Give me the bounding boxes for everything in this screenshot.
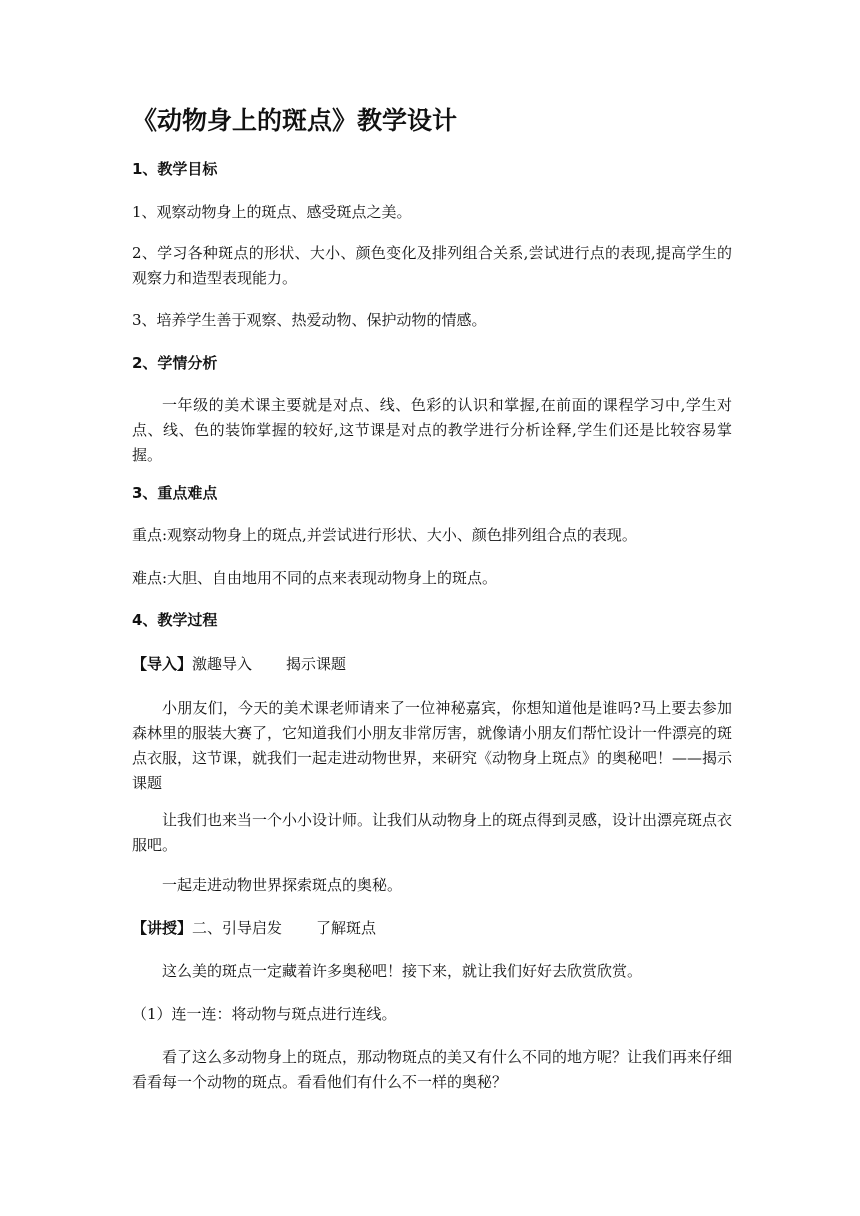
intro-title-1: 激趣导入 bbox=[192, 655, 253, 673]
intro-label: 【导入】 bbox=[132, 655, 193, 673]
key-point-item: 重点:观察动物身上的斑点,并尝试进行形状、大小、颜色排列组合点的表现。 bbox=[132, 526, 637, 544]
teach-line bbox=[132, 916, 732, 941]
intro-title-2: 揭示课题 bbox=[286, 655, 347, 673]
teach-title-1: 二、引导启发 bbox=[192, 919, 283, 937]
teach-paragraph-1: 这么美的斑点一定藏着许多奥秘吧！接下来，就让我们好好去欣赏欣赏。 bbox=[162, 962, 643, 980]
difficulty-item: 难点:大胆、自由地用不同的点来表现动物身上的斑点。 bbox=[132, 569, 498, 587]
teach-paragraph-3: 看了这么多动物身上的斑点，那动物斑点的美又有什么不同的地方呢？让我们再来仔细看看每一个动物的斑点。看看他们有什么不一样的奥秘？ bbox=[132, 1048, 733, 1091]
teach-paragraph-2: （1）连一连：将动物与斑点进行连线。 bbox=[132, 1005, 397, 1023]
section-heading-key-points: 3、重点难点 bbox=[132, 484, 218, 502]
goal-item-2: 2、学习各种斑点的形状、大小、颜色变化及排列组合关系,尝试进行点的表现,提高学生的观察力和造型表现能力。 bbox=[132, 244, 732, 287]
goal-item-3: 3、培养学生善于观察、热爱动物、保护动物的情感。 bbox=[132, 311, 487, 329]
intro-paragraph-1: 小朋友们，今天的美术课老师请来了一位神秘嘉宾，你想知道他是谁吗?马上要去参加森林里的服装大赛了，它知道我们小朋友非常厉害，就像请小朋友们帮忙设计一件漂亮的斑点衣服，这节课，就我们一起走进动物世界，来研究《动物身上斑点》的奥秘吧！——揭示课题 bbox=[132, 699, 733, 792]
section-heading-goals: 1、教学目标 bbox=[132, 160, 218, 178]
intro-paragraph-3: 一起走进动物世界探索斑点的奥秘。 bbox=[162, 876, 403, 894]
analysis-paragraph: 一年级的美术课主要就是对点、线、色彩的认识和掌握,在前面的课程学习中,学生对点、线、色的装饰掌握的较好,这节课是对点的教学进行分析诠释,学生们还是比较容易掌握。 bbox=[132, 396, 732, 464]
intro-paragraph-2: 让我们也来当一个小小设计师。让我们从动物身上的斑点得到灵感，设计出漂亮斑点衣服吧。 bbox=[132, 811, 733, 854]
document-title: 《动物身上的斑点》教学设计 bbox=[132, 106, 458, 135]
section-heading-analysis: 2、学情分析 bbox=[132, 354, 218, 372]
intro-line bbox=[132, 652, 732, 677]
teach-label: 【讲授】 bbox=[132, 919, 193, 937]
section-heading-process: 4、教学过程 bbox=[132, 611, 218, 629]
teach-title-2: 了解斑点 bbox=[316, 919, 377, 937]
goal-item-1: 1、观察动物身上的斑点、感受斑点之美。 bbox=[132, 203, 412, 221]
